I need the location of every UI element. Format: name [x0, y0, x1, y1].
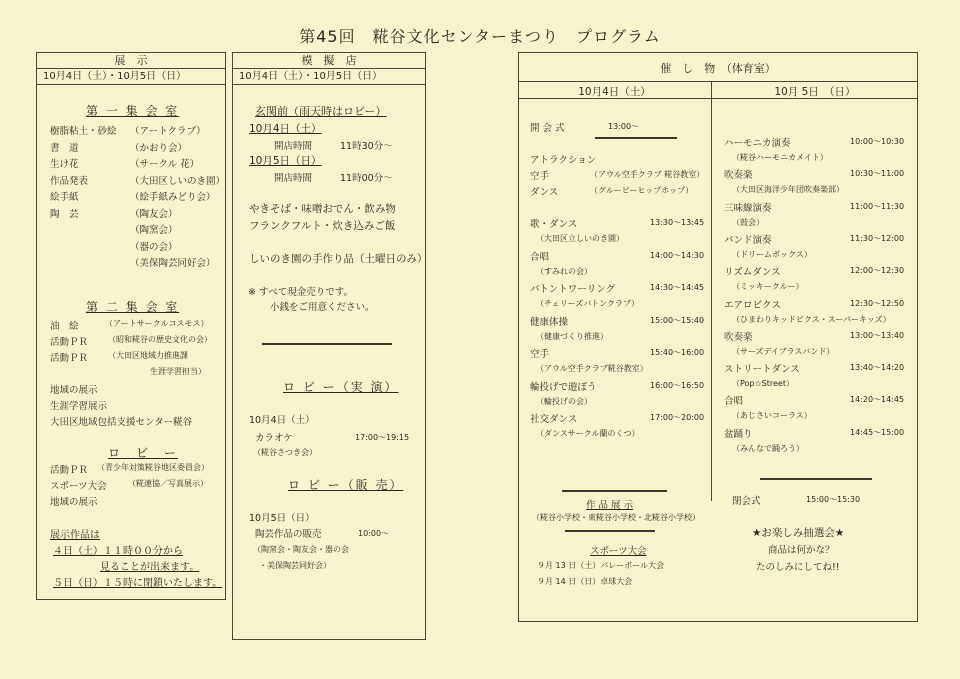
sports-title: スポーツ大会 — [590, 546, 647, 557]
day1-attr-group: （グルービーヒップホップ） — [590, 186, 694, 195]
day2-event-time: 13:40～14:20 — [850, 363, 905, 373]
stalls-lobby-perf-title: ロ ビ ー（実 演） — [283, 380, 399, 394]
exhibit-notice-line: 展示作品は — [50, 530, 100, 541]
day2-event-name: 吹奏楽 — [724, 170, 753, 182]
day2-closing-time: 15:00～15:30 — [806, 495, 861, 504]
day1-opening-label: 開 会 式 — [530, 123, 565, 134]
exhibit-notice-line: ４日（土）１１時００分から — [53, 546, 183, 557]
day2-event-group: （大田区海洋少年団吹奏楽部） — [732, 185, 844, 195]
day2-event-time: 14:45～15:00 — [850, 427, 905, 437]
day1-event-time: 14:00～14:30 — [650, 250, 705, 260]
day2-event-name: 盆踊り — [724, 428, 753, 440]
room1-item-name: 生け花 — [50, 159, 79, 170]
room1-item-group: （美保陶芸同好会） — [130, 258, 216, 269]
day2-event-group: （サーズデイブラスバンド） — [732, 346, 835, 356]
room2-title: 第 二 集 会 室 — [86, 300, 180, 314]
stalls-menu-line: フランクフルト・炊き込みご飯 — [249, 220, 396, 232]
stalls-day2-hours-label: 開店時間 — [274, 173, 313, 184]
room2-item-group: 生涯学習担当） — [150, 367, 206, 376]
stalls-entrance-title: 玄関前（雨天時はロビー） — [255, 105, 387, 118]
events-day1-header: 10月4日（土） — [578, 86, 651, 98]
day2-event-time: 10:00～10:30 — [850, 137, 905, 146]
room1-item-name: 書 道 — [50, 142, 79, 154]
exhibit-lobby-item-group: （青少年対策糀谷地区委員会） — [97, 463, 209, 472]
stalls-day2: 10月5日（日） — [249, 155, 322, 167]
exhibit-lobby-item-name: スポーツ大会 — [50, 481, 107, 492]
stalls-note-line: ※ すべて現金売りです。 — [248, 287, 354, 298]
day2-event-time: 11:30～12:00 — [850, 233, 905, 243]
stalls-day1: 10月4日（土） — [249, 123, 322, 135]
room1-item-name: 作品発表 — [50, 175, 89, 187]
works-bar — [562, 490, 667, 492]
day1-attr-name: ダンス — [530, 187, 559, 198]
room1-item-group: （アートクラブ） — [130, 126, 206, 137]
day1-attr-name: 空手 — [530, 171, 550, 182]
day2-event-group: （みんなで踊ろう） — [732, 443, 804, 453]
page-title: 第45回 糀谷文化センターまつり プログラム — [299, 27, 661, 46]
day1-attr-group: （アウル空手クラブ 糀谷教室） — [590, 170, 705, 179]
day2-event-time: 11:00～11:30 — [850, 201, 905, 211]
day1-event-time: 13:30～13:45 — [650, 218, 705, 227]
day2-event-group: （Pop☆Street） — [732, 379, 794, 389]
stalls-perf-time: 17:00～19:15 — [355, 433, 410, 442]
day1-event-group: （すみれの会） — [536, 266, 592, 276]
day1-event-group: （健康づくり推進） — [536, 331, 608, 341]
day2-event-time: 14:20～14:45 — [850, 395, 905, 405]
day2-event-name: 合唱 — [724, 396, 744, 408]
day1-event-name: 空手 — [530, 349, 550, 360]
stalls-handmade: しいのき園の手作り品（土曜日のみ） — [249, 253, 428, 265]
events-day-divider — [711, 81, 712, 501]
exhibit-dates: 10月4日（土）・10月5日（日） — [37, 69, 225, 85]
day2-event-group: （鼓会） — [732, 217, 764, 227]
lottery-line: 商品は何かな？ — [768, 545, 835, 556]
day2-event-group: （ドリームボックス） — [732, 249, 812, 259]
exhibit-lobby-item-name: 活動ＰＲ — [50, 465, 89, 476]
stalls-lobby-sale-title: ロ ビ ー（販 売） — [288, 478, 404, 492]
day2-event-time: 13:00～13:40 — [850, 330, 905, 340]
room2-item-group: （昭和糀谷の歴史文化の会） — [108, 335, 212, 344]
room1-item-group: （器の会） — [130, 241, 178, 253]
works-title: 作 品 展 示 — [586, 500, 634, 511]
room1-item-group: （かおり会） — [130, 142, 188, 154]
exhibit-lobby-item-group: （糀連協／写真展示） — [128, 479, 208, 488]
room1-item-name: 絵手紙 — [50, 192, 79, 203]
sports-bar — [565, 530, 655, 532]
day2-event-name: 三味線演奏 — [724, 202, 772, 214]
exhibit-lobby-title: ロ ビ ー — [108, 446, 179, 460]
day1-event-group: （チェリーズバトンクラブ） — [536, 299, 640, 308]
lottery-line: たのしみにしてね!! — [756, 562, 840, 573]
day1-event-group: （ダンスサークル蘭のくつ） — [536, 429, 640, 438]
sports-item: ９月 14 日（日）卓球大会 — [537, 577, 633, 586]
stalls-header: 模 擬 店 — [233, 53, 425, 69]
day2-event-time: 10:30～11:00 — [850, 169, 905, 179]
sports-item: ９月 13 日（土）バレーボール大会 — [537, 561, 665, 570]
day2-event-time: 12:00～12:30 — [850, 266, 905, 276]
day1-event-name: バトントワーリング — [530, 284, 616, 295]
events-header: 催 し 物 （体育室） — [660, 62, 776, 75]
exhibit-notice-line: ５日（日）１５時に閉鎖いたします。 — [53, 578, 223, 589]
day2-event-name: 吹奏楽 — [724, 331, 753, 343]
room1-item-group: （絵手紙みどり会） — [130, 192, 216, 203]
stalls-divider — [262, 343, 392, 345]
room1-item-name: 陶 芸 — [50, 208, 79, 220]
exhibit-header: 展 示 — [37, 53, 225, 69]
day1-event-group: （アウル空手クラブ糀谷教室） — [536, 364, 648, 373]
room1-item-group: （サークル 花） — [130, 159, 200, 170]
events-header-rule — [518, 81, 918, 82]
stalls-sale-time: 10:00～ — [358, 529, 390, 538]
stalls-note-line: 小銭をご用意ください。 — [270, 302, 375, 313]
day2-event-name: ハーモニカ演奏 — [724, 138, 791, 149]
day1-event-time: 16:00～16:50 — [650, 380, 705, 390]
room2-item-name: 活動ＰＲ — [50, 337, 89, 348]
room2-item-group: （アートサークルコスモス） — [105, 319, 209, 328]
stalls-dates: 10月4日（土）・10月5日（日） — [233, 69, 425, 85]
room2-extra: 大田区地域包括支援センター糀谷 — [50, 417, 193, 428]
day2-event-name: エアロビクス — [724, 299, 781, 311]
room1-title: 第 一 集 会 室 — [86, 104, 180, 118]
day2-event-group: （ひまわりキッドビクス・スーパーキッズ） — [732, 314, 891, 324]
room2-item-group: （大田区地域力推進課 — [108, 351, 188, 360]
stalls-sale-group: （陶窯会・陶友会・器の会 — [253, 545, 349, 554]
day1-event-group: （大田区立しいのき園） — [536, 234, 624, 243]
room1-item-name: 樹脂粘土・砂絵 — [50, 126, 117, 137]
stalls-perf-group: （糀谷さつき会） — [253, 448, 317, 457]
stalls-sale-group: ・美保陶芸同好会） — [259, 561, 331, 570]
stalls-day2-hours: 11時00分～ — [340, 173, 393, 184]
exhibit-notice-line: 見ることが出来ます。 — [100, 562, 200, 573]
exhibit-lobby-item-name: 地域の展示 — [50, 497, 98, 508]
events-day2-header: 10月 5日 （日） — [774, 86, 856, 98]
day2-closing-bar — [760, 478, 872, 480]
room2-item-name: 油 絵 — [50, 321, 79, 332]
day2-event-group: （あじさいコーラス） — [732, 411, 812, 421]
day1-opening-bar — [595, 137, 677, 139]
lottery-title: ★お楽しみ抽選会★ — [752, 527, 845, 539]
day1-event-time: 15:40～16:00 — [650, 348, 705, 357]
day1-event-name: 歌・ダンス — [530, 219, 578, 230]
room2-extra: 生涯学習展示 — [50, 401, 108, 412]
stalls-menu-line: やきそば・味噌おでん・飲み物 — [249, 203, 396, 215]
day2-closing-label: 閉会式 — [732, 496, 761, 507]
stalls-day1-hours: 11時30分～ — [340, 141, 393, 152]
day1-event-time: 15:00～15:40 — [650, 315, 705, 325]
day1-event-name: 健康体操 — [530, 316, 569, 328]
stalls-sale-item: 陶芸作品の販売 — [255, 529, 322, 540]
stalls-perf-item: カラオケ — [255, 433, 293, 444]
stalls-perf-date: 10月4日（土） — [249, 415, 315, 426]
day1-event-name: 輪投げで遊ぼう — [530, 381, 597, 393]
day1-event-time: 17:00～20:00 — [650, 413, 705, 422]
day2-event-group: （ミッキークルー） — [732, 282, 804, 292]
room1-item-group: （陶窯会） — [130, 225, 178, 236]
room1-item-group: （陶友会） — [130, 208, 178, 220]
stalls-sale-date: 10月5日（日） — [249, 513, 315, 524]
day2-event-name: バンド演奏 — [724, 234, 772, 246]
day2-event-name: リズムダンス — [724, 267, 781, 279]
day2-event-name: ストリートダンス — [724, 364, 800, 376]
day1-event-name: 合唱 — [530, 251, 550, 263]
day2-event-group: （糀谷ハーモニカメイト） — [732, 153, 828, 162]
day1-event-group: （輪投げの会） — [536, 396, 592, 406]
day1-event-name: 社交ダンス — [530, 414, 578, 425]
works-schools: （糀谷小学校・東糀谷小学校・北糀谷小学校） — [532, 513, 700, 522]
day1-attraction: アトラクション — [530, 155, 597, 166]
room2-extra: 地域の展示 — [50, 385, 98, 396]
day2-event-time: 12:30～12:50 — [850, 298, 905, 308]
day1-event-time: 14:30～14:45 — [650, 283, 705, 292]
day1-opening-time: 13:00～ — [608, 122, 640, 131]
room2-item-name: 活動ＰＲ — [50, 353, 89, 364]
stalls-day1-hours-label: 開店時間 — [274, 141, 313, 152]
room1-item-group: （大田区しいのき園） — [130, 175, 226, 187]
